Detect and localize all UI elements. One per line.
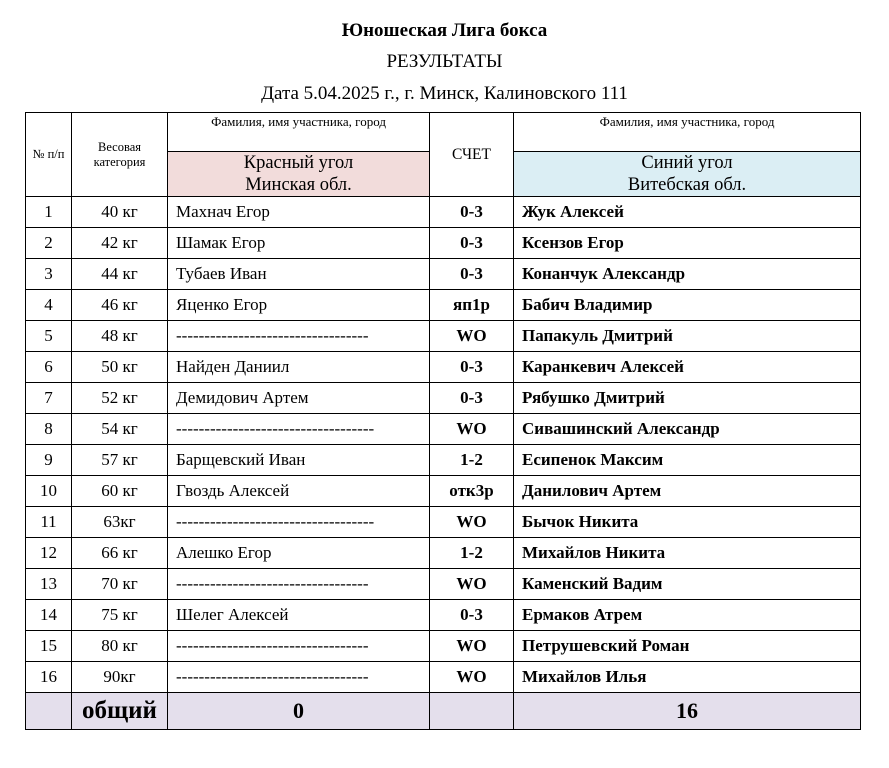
header-num: № п/п (26, 113, 72, 197)
bout-score: яп1р (430, 290, 514, 321)
row-number: 9 (26, 445, 72, 476)
header-weight: Весовая категория (72, 113, 168, 197)
blue-corner-boxer: Папакуль Дмитрий (514, 321, 861, 352)
blue-corner-label: Синий угол (641, 153, 733, 173)
table-row (26, 476, 861, 507)
table-row (26, 445, 861, 476)
bout-score: WO (430, 321, 514, 352)
red-corner-label: Красный угол (243, 153, 354, 173)
bout-score: отк3р (430, 476, 514, 507)
bout-score: 0-3 (430, 383, 514, 414)
blue-corner-boxer: Каменский Вадим (514, 569, 861, 600)
red-corner-boxer: ---------------------------------- (168, 569, 430, 600)
table-row (26, 414, 861, 445)
bout-score: WO (430, 569, 514, 600)
bout-score: WO (430, 631, 514, 662)
red-corner-boxer: ---------------------------------- (168, 662, 430, 693)
row-number: 1 (26, 197, 72, 228)
total-blue: 16 (514, 693, 861, 730)
table-row (26, 383, 861, 414)
row-number: 10 (26, 476, 72, 507)
red-corner-boxer: ----------------------------------- (168, 414, 430, 445)
table-row (26, 321, 861, 352)
blue-corner-boxer: Данилович Артем (514, 476, 861, 507)
weight-category: 57 кг (72, 445, 168, 476)
bout-score: 0-3 (430, 259, 514, 290)
blue-corner-boxer: Михайлов Илья (514, 662, 861, 693)
weight-category: 48 кг (72, 321, 168, 352)
results-body (26, 197, 861, 693)
table-row (26, 352, 861, 383)
table-row (26, 197, 861, 228)
red-corner-boxer: Махнач Егор (168, 197, 430, 228)
red-corner-boxer: Демидович Артем (168, 383, 430, 414)
blue-corner-boxer: Конанчук Александр (514, 259, 861, 290)
red-corner-boxer: Шелег Алексей (168, 600, 430, 631)
table-row (26, 228, 861, 259)
blue-corner-boxer: Сивашинский Александр (514, 414, 861, 445)
table-row (26, 507, 861, 538)
row-number: 6 (26, 352, 72, 383)
table-row (26, 290, 861, 321)
header-red-name-city: Фамилия, имя участника, город (168, 113, 430, 152)
total-score-empty (430, 693, 514, 730)
blue-corner-boxer: Бычок Никита (514, 507, 861, 538)
blue-corner-boxer: Ксензов Егор (514, 228, 861, 259)
row-number: 8 (26, 414, 72, 445)
total-label: общий (72, 693, 168, 730)
row-number: 13 (26, 569, 72, 600)
red-corner-boxer: Гвоздь Алексей (168, 476, 430, 507)
bout-score: 0-3 (430, 352, 514, 383)
bout-score: 0-3 (430, 600, 514, 631)
weight-category: 66 кг (72, 538, 168, 569)
blue-corner-boxer: Каранкевич Алексей (514, 352, 861, 383)
table-row (26, 569, 861, 600)
blue-corner-header (514, 152, 861, 197)
weight-category: 52 кг (72, 383, 168, 414)
red-corner-boxer: Найден Даниил (168, 352, 430, 383)
bout-score: WO (430, 507, 514, 538)
weight-category: 46 кг (72, 290, 168, 321)
row-number: 7 (26, 383, 72, 414)
weight-category: 54 кг (72, 414, 168, 445)
blue-corner-boxer: Рябушко Дмитрий (514, 383, 861, 414)
bout-score: 1-2 (430, 445, 514, 476)
table-row (26, 538, 861, 569)
bout-score: 0-3 (430, 197, 514, 228)
row-number: 16 (26, 662, 72, 693)
red-corner-boxer: Яценко Егор (168, 290, 430, 321)
results-table (25, 112, 861, 730)
blue-corner-boxer: Жук Алексей (514, 197, 861, 228)
total-red: 0 (168, 693, 430, 730)
weight-category: 60 кг (72, 476, 168, 507)
red-corner-boxer: ---------------------------------- (168, 631, 430, 662)
weight-category: 75 кг (72, 600, 168, 631)
document-subtitle: РЕЗУЛЬТАТЫ (386, 51, 503, 72)
weight-category: 70 кг (72, 569, 168, 600)
row-number: 5 (26, 321, 72, 352)
total-empty-cell (26, 693, 72, 730)
table-row (26, 662, 861, 693)
blue-corner-boxer: Ермаков Атрем (514, 600, 861, 631)
bout-score: 0-3 (430, 228, 514, 259)
table-row (26, 259, 861, 290)
weight-category: 63кг (72, 507, 168, 538)
blue-corner-region: Витебская обл. (627, 175, 747, 195)
red-corner-boxer: ---------------------------------- (168, 321, 430, 352)
weight-category: 42 кг (72, 228, 168, 259)
weight-category: 50 кг (72, 352, 168, 383)
table-row (26, 600, 861, 631)
total-row (26, 693, 861, 730)
bout-score: WO (430, 662, 514, 693)
row-number: 14 (26, 600, 72, 631)
bout-score: WO (430, 414, 514, 445)
blue-corner-boxer: Петрушевский Роман (514, 631, 861, 662)
weight-category: 90кг (72, 662, 168, 693)
row-number: 4 (26, 290, 72, 321)
blue-corner-boxer: Михайлов Никита (514, 538, 861, 569)
bout-score: 1-2 (430, 538, 514, 569)
red-corner-boxer: Барщевский Иван (168, 445, 430, 476)
blue-corner-boxer: Бабич Владимир (514, 290, 861, 321)
row-number: 2 (26, 228, 72, 259)
header-blue-name-city: Фамилия, имя участника, город (514, 113, 861, 152)
row-number: 11 (26, 507, 72, 538)
document-title: Юношеская Лига бокса (341, 20, 548, 41)
row-number: 3 (26, 259, 72, 290)
row-number: 12 (26, 538, 72, 569)
red-corner-boxer: Алешко Егор (168, 538, 430, 569)
weight-category: 44 кг (72, 259, 168, 290)
red-corner-header (168, 152, 430, 197)
row-number: 15 (26, 631, 72, 662)
red-corner-boxer: Шамак Егор (168, 228, 430, 259)
red-corner-region: Минская обл. (245, 175, 352, 195)
document-date-line: Дата 5.04.2025 г., г. Минск, Калиновского 111 (261, 83, 628, 104)
header-score: СЧЕТ (430, 113, 514, 197)
blue-corner-boxer: Есипенок Максим (514, 445, 861, 476)
red-corner-boxer: Тубаев Иван (168, 259, 430, 290)
weight-category: 80 кг (72, 631, 168, 662)
weight-category: 40 кг (72, 197, 168, 228)
red-corner-boxer: ----------------------------------- (168, 507, 430, 538)
table-row (26, 631, 861, 662)
